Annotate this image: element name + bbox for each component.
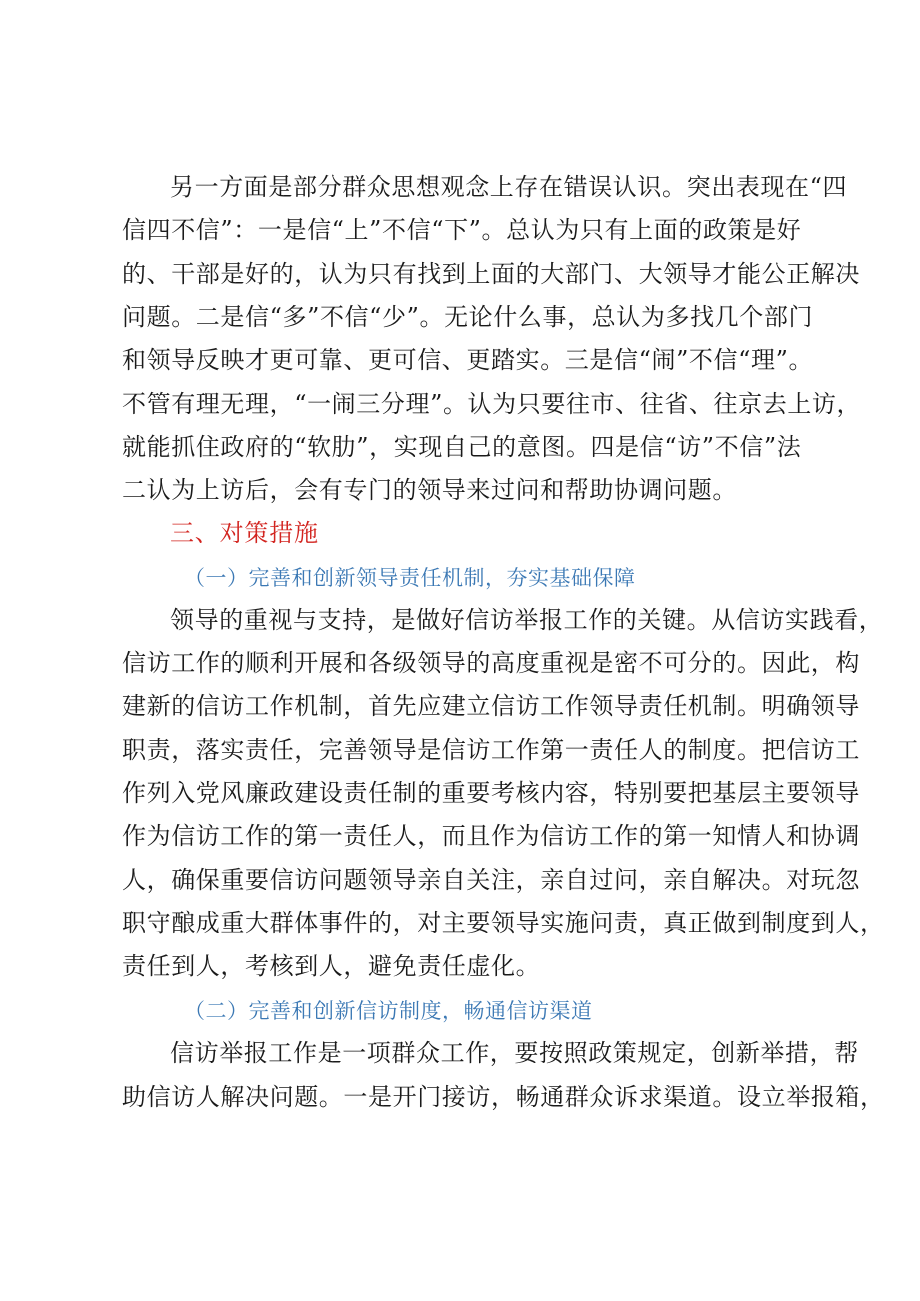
paragraph-line: 另一方面是部分群众思想观念上存在错误认识。突出表现在“四 [170,173,848,201]
paragraph-line: 不管有理无理，“一闹三分理”。认为只要往市、往省、往京去上访， [122,390,862,418]
paragraph-line: 人，确保重要信访问题领导亲自关注，亲自过问，亲自解决。对玩忽 [122,866,860,894]
paragraph-line: 建新的信访工作机制，首先应建立信访工作领导责任机制。明确领导 [122,692,860,720]
paragraph-line: 就能抓住政府的“软肋”，实现自己的意图。四是信“访”不信”法 [122,433,802,461]
section-heading: 三、对策措施 [170,519,319,547]
paragraph-line: 责任到人，考核到人，避免责任虚化。 [122,952,541,980]
paragraph-line: 信四不信”：一是信“上”不信“下”。总认为只有上面的政策是好 [122,216,802,244]
paragraph-line: 的、干部是好的，认为只有找到上面的大部门、大领导才能公正解决 [122,260,860,288]
paragraph-line: 信访工作的顺利开展和各级领导的高度重视是密不可分的。因此，构 [122,649,860,677]
paragraph-line: 职守酿成重大群体事件的，对主要领导实施问责，真正做到制度到人， [122,909,885,937]
paragraph-line: 信访举报工作是一项群众工作，要按照政策规定，创新举措，帮 [170,1039,859,1067]
paragraph-line: 作列入党风廉政建设责任制的重要考核内容，特别要把基层主要领导 [122,779,860,807]
paragraph-line: 助信访人解决问题。一是开门接访，畅通群众诉求渠道。设立举报箱， [122,1083,885,1111]
paragraph-line: 职责，落实责任，完善领导是信访工作第一责任人的制度。把信访工 [122,736,860,764]
paragraph-line: 领导的重视与支持，是做好信访举报工作的关键。从信访实践看， [170,606,884,634]
paragraph-line: 问题。二是信“多”不信“少”。无论什么事，总认为多找几个部门 [122,303,814,331]
paragraph-line: 和领导反映才更可靠、更可信、更踏实。三是信“闹”不信“理”。 [122,346,814,374]
subsection-heading: （一）完善和创新领导责任机制，夯实基础保障 [184,566,636,590]
paragraph-line: 二认为上访后，会有专门的领导来过问和帮助协调问题。 [122,476,737,504]
subsection-heading: （二）完善和创新信访制度，畅通信访渠道 [184,999,593,1023]
paragraph-line: 作为信访工作的第一责任人，而且作为信访工作的第一知情人和协调 [122,822,860,850]
